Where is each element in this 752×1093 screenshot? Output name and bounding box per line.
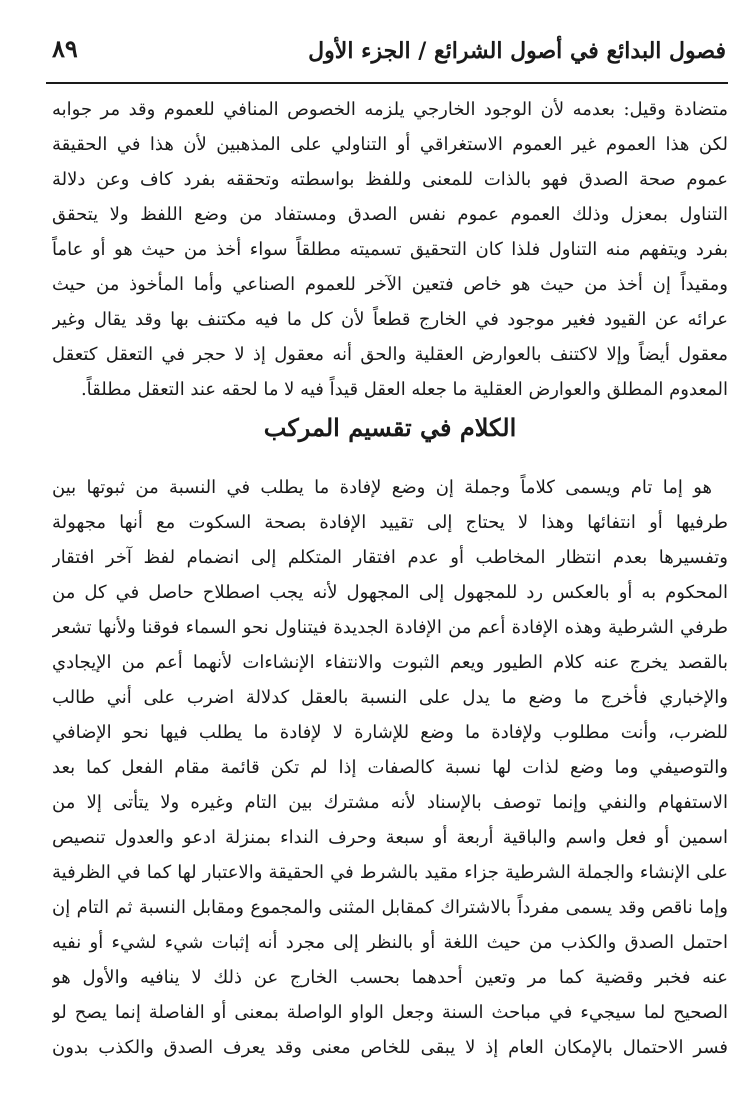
text-line: والتوصيفي وما وضع لذات لها نسبة كالصفات إذا لم تكن قائمة مقام الفعل كما بعد	[52, 757, 728, 778]
text-line: وإما ناقص وقد يسمى مفرداً بالاشتراك كمقابل المثنى والمجموع ومقابل النسبة ثم التام إن	[52, 897, 728, 918]
text-line: الاستفهام والنفي وإنما توصف بالإسناد لأنه مشترك بين التام وغيره ولا يتأتى إلا من	[52, 792, 728, 813]
text-line: عرائه عن القيود فغير موجود في الخارج قطعاً لأن كل ما فيه مكتنف بها وقد يقال وغير	[52, 309, 728, 330]
section-heading: الكلام في تقسيم المركب	[263, 413, 517, 442]
text-line: ومقيداً إن أخذ من حيث هو خاص فتعين الآخر للعموم الصناعي وأما المأخوذ من حيث	[52, 274, 728, 295]
text-line: للضرب، وأنت مطلوب ولإفادة ما وضع للإشارة لا لإفادة ما يطلب فيها نحو الإضافي	[52, 722, 728, 743]
text-line: وتفسيرها بعدم انتظار المخاطب أو عدم افتقار المتكلم إلى انضمام لفظ آخر افتقار	[52, 547, 728, 568]
text-line: احتمل الصدق والكذب من حيث اللغة أو بالنظر إلى مجرد أنه إثبات شيء لشيء أو نفيه	[52, 932, 728, 953]
text-line: اسمين أو فعل واسم والباقية أربعة أو سبعة وحرف النداء بمنزلة ادعو والعدول تنصيص	[52, 827, 728, 848]
text-line: طرفي الشرطية وهذه الإفادة أعم من الإفادة الجديدة فيتناول نحو السماء فوقنا ولأنها تشعر	[52, 617, 728, 638]
text-line: طرفيها أو انتفائها وهذا لا يحتاج إلى تقييد الإفادة بصحة السكوت مع أنها مجهولة	[52, 512, 728, 533]
page-number: ٨٩	[52, 34, 78, 63]
text-line: الصحيح لما سيجيء في مباحث السنة وجعل الواو الواصلة بمعنى أو الفاصلة إنما يصح لو	[52, 1002, 728, 1023]
text-line: عنه فخبر وقضية كما مر وتعين أحدهما بحسب الخارج عن ذلك لا ينافيه والأول هو	[52, 967, 728, 988]
running-title: فصول البدائع في أصول الشرائع / الجزء الأول	[308, 38, 726, 64]
text-line: المحكوم به أو بالعكس رد للمجهول إلى المجهول لأنه يجب اصطلاح حاصل في كل من	[52, 582, 728, 603]
header-rule	[46, 82, 728, 84]
paragraph-2	[52, 470, 728, 1065]
text-line: متضادة وقيل: بعدمه لأن الوجود الخارجي يلزمه الخصوص المنافي للعموم وقد مر جوابه	[52, 99, 728, 120]
text-line: التناول بمعزل وذلك العموم عموم نفس الصدق ومستفاد من وضع اللفظ ولا يتحقق	[52, 204, 728, 225]
text-line: على الإنشاء والجملة الشرطية جزاء مقيد بالشرط في الحقيقة والاعتبار لها كما في الظرفية	[52, 862, 728, 883]
text-line: فسر الاحتمال بالإمكان العام إذ لا يبقى للخاص معنى وقد يعرف الصدق والكذب بدون	[52, 1037, 728, 1058]
page-header	[46, 28, 726, 78]
text-line: هو إما تام ويسمى كلاماً وجملة إن وضع لإفادة ما يطلب في النسبة من ثبوتها بين	[52, 477, 712, 498]
text-line: بالقصد يخرج عنه كلام الطيور ويعم الثبوت والانتفاء الإنشاءات لأنهما أعم من الإيجادي	[52, 652, 728, 673]
text-line: عموم صحة الصدق فهو بالذات للمعنى وللفظ بواسطته وتحققه بفرد كاف وعن دلالة	[52, 169, 728, 190]
text-line: والإخباري فأخرج ما وضع ما يدل على النسبة بالعقل كدلالة اضرب على أني طالب	[52, 687, 728, 708]
paragraph-1	[52, 92, 728, 407]
text-line: معقول أيضاً وإلا لاكتنف بالعوارض العقلية والحق أنه معقول إذ لا حجر في التعقل كتعقل	[52, 344, 728, 365]
text-line: لكن هذا العموم غير العموم الاستغراقي أو التناولي على المذهبين لأن هذا في الحقيقة	[52, 134, 728, 155]
text-line: بفرد ويتفهم منه التناول فلذا كان التحقيق تسميته مطلقاً سواء أخذ من حيث هو أو عاماً	[52, 239, 728, 260]
text-line: المعدوم المطلق والعوارض العقلية ما جعله العقل قيداً فيه لا ما لحقه عند التعقل مطلقاً.	[80, 379, 728, 400]
